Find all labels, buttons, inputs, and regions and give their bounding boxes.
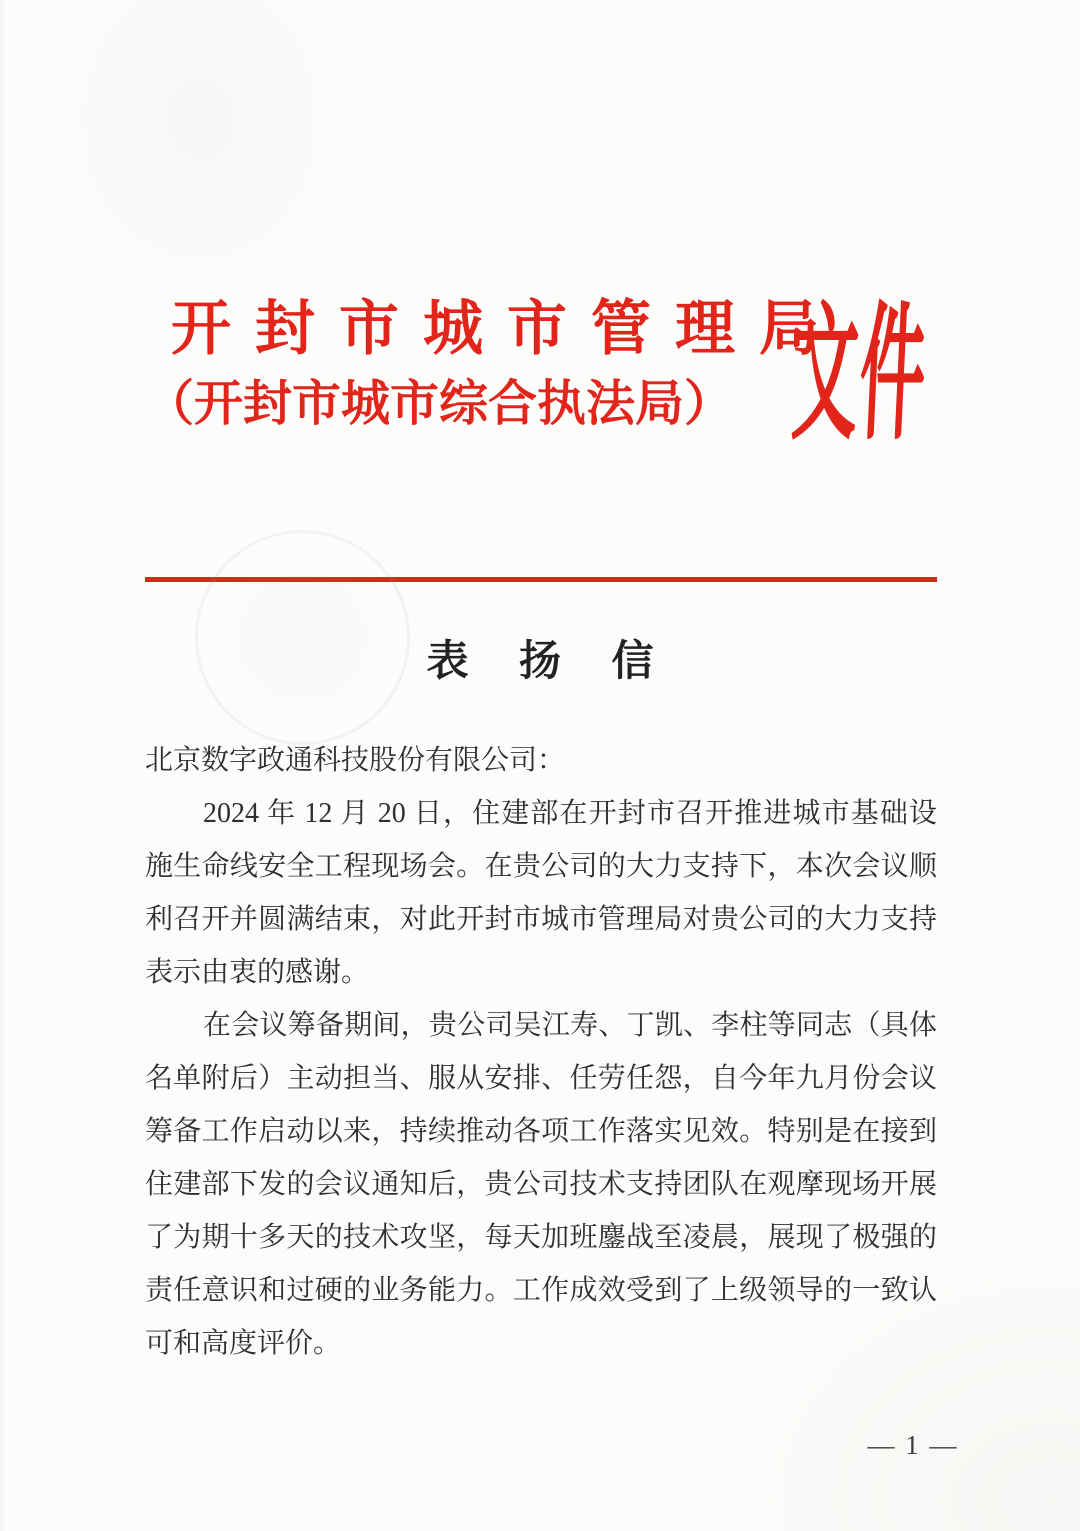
- body-line: 可和高度评价。: [145, 1328, 342, 1359]
- letter-body: [145, 734, 937, 1370]
- letter-title: 表 扬 信: [426, 639, 674, 685]
- body-line: 2024 年 12 月 20 日，住建部在开封市召开推进城市基础设: [203, 798, 937, 829]
- body-line: 了为期十多天的技术攻坚，每天加班鏖战至凌晨，展现了极强的: [145, 1222, 937, 1253]
- body-line: 利召开并圆满结束，对此开封市城市管理局对贵公司的大力支持: [145, 904, 937, 935]
- page-number: — 1 —: [867, 1430, 959, 1460]
- salutation-line: 北京数字政通科技股份有限公司：: [145, 745, 566, 776]
- body-line: 施生命线安全工程现场会。在贵公司的大力支持下，本次会议顺: [145, 851, 937, 882]
- body-line: 名单附后）主动担当、服从安排、任劳任怨，自今年九月份会议: [145, 1063, 937, 1094]
- body-line: 在会议筹备期间，贵公司吴江寿、丁凯、李柱等同志（具体: [203, 1010, 937, 1041]
- document-letterhead: [145, 296, 937, 476]
- body-line: 住建部下发的会议通知后，贵公司技术支持团队在观摩现场开展: [145, 1169, 937, 1200]
- doc-type-label: 文件: [789, 294, 931, 458]
- body-line: 表示由衷的感谢。: [145, 957, 370, 988]
- org-name-secondary: （开封市城市综合执法局）: [145, 376, 734, 431]
- body-line: 责任意识和过硬的业务能力。工作成效受到了上级领导的一致认: [145, 1275, 937, 1306]
- body-line: 筹备工作启动以来，持续推动各项工作落实见效。特别是在接到: [145, 1116, 937, 1147]
- org-name-primary: 开封市城市管理局: [171, 296, 843, 362]
